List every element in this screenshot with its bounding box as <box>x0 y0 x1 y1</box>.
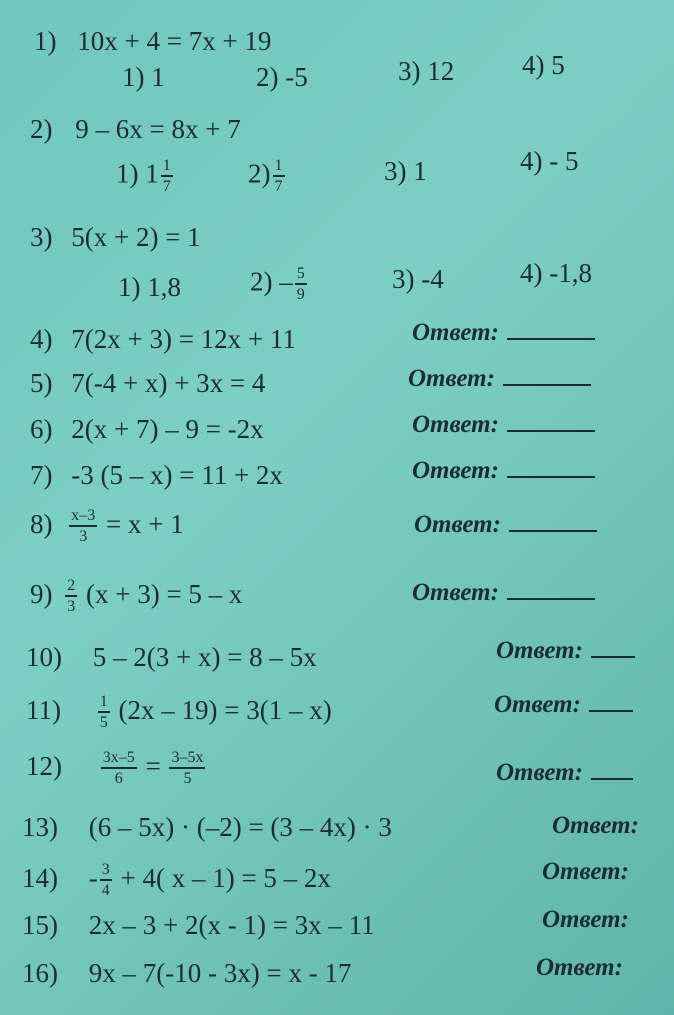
option-prefix: 2) – <box>250 266 293 297</box>
problem-10 <box>26 642 317 673</box>
equation: 7(-4 + x) + 3x = 4 <box>71 368 266 398</box>
numerator: 2 <box>65 578 77 597</box>
option-1: 1) 1 <box>122 62 165 92</box>
denominator: 9 <box>296 286 305 303</box>
equation: 9x – 7(-10 - 3x) = x - 17 <box>88 958 352 988</box>
problem-8 <box>30 508 184 545</box>
answer-blank[interactable] <box>509 510 597 532</box>
denominator: 5 <box>99 714 108 731</box>
problem-3 <box>30 222 201 253</box>
fraction <box>295 266 307 303</box>
answer-label: Ответ: <box>496 759 583 786</box>
option-4: 4) -1,8 <box>520 258 592 288</box>
equals-sign: = <box>145 750 161 781</box>
equation: 5(x + 2) = 1 <box>71 222 201 252</box>
answer-label: Ответ: <box>412 579 499 606</box>
equation: 2x – 3 + 2(x - 1) = 3x – 11 <box>88 910 375 940</box>
problem-5 <box>30 368 265 399</box>
numerator: 5 <box>295 266 307 285</box>
problem-2 <box>30 114 241 145</box>
problem-4 <box>30 324 296 355</box>
answer-5 <box>408 364 591 393</box>
answer-15 <box>542 906 629 934</box>
fraction <box>169 750 205 787</box>
problem-number: 13) <box>22 812 58 842</box>
answer-7 <box>412 456 595 485</box>
option-2: 2) -5 <box>256 62 308 92</box>
denominator: 3 <box>79 528 88 545</box>
answer-14 <box>542 858 629 886</box>
denominator: 4 <box>101 882 110 899</box>
equation: 7(2x + 3) = 12x + 11 <box>71 324 296 354</box>
answer-6 <box>412 410 595 439</box>
problem-number: 3) <box>30 222 53 252</box>
answer-16 <box>536 954 623 982</box>
fraction <box>161 158 173 195</box>
problem-13 <box>22 812 392 843</box>
option-prefix: 1) 1 <box>116 158 159 189</box>
problem-number: 14) <box>22 862 58 893</box>
problem-1 <box>34 26 271 57</box>
equation: 9 – 6x = 8x + 7 <box>75 114 241 144</box>
option-4: 4) - 5 <box>520 146 579 176</box>
problem-15 <box>22 910 375 941</box>
answer-label: Ответ: <box>552 812 639 839</box>
problem-number: 4) <box>30 324 53 354</box>
problem-number: 2) <box>30 114 53 144</box>
answer-label: Ответ: <box>412 319 499 346</box>
answer-blank[interactable] <box>591 636 635 658</box>
answer-label: Ответ: <box>414 511 501 538</box>
problem-number: 5) <box>30 368 53 398</box>
problem-7 <box>30 460 283 491</box>
option-3: 3) 12 <box>398 56 455 86</box>
problem-12 <box>26 750 207 787</box>
problem-number: 8) <box>30 508 53 539</box>
answer-blank[interactable] <box>507 410 595 432</box>
numerator: 3x–5 <box>101 750 137 769</box>
problem-6 <box>30 414 264 445</box>
equation: 2(x + 7) – 9 = -2x <box>71 414 264 444</box>
answer-12 <box>496 758 633 787</box>
option-1 <box>116 158 175 195</box>
denominator: 6 <box>114 770 123 787</box>
answer-blank[interactable] <box>507 578 595 600</box>
denominator: 7 <box>274 178 283 195</box>
answer-4 <box>412 318 595 347</box>
problem-number: 7) <box>30 460 53 490</box>
problem-number: 16) <box>22 958 58 988</box>
option-2 <box>250 266 309 303</box>
answer-9 <box>412 578 595 607</box>
answer-blank[interactable] <box>503 364 591 386</box>
answer-label: Ответ: <box>408 365 495 392</box>
problem-11 <box>26 694 332 731</box>
equation: (x + 3) = 5 – x <box>86 578 243 609</box>
problem-16 <box>22 958 351 989</box>
fraction <box>100 862 112 899</box>
fraction <box>101 750 137 787</box>
numerator: 3 <box>100 862 112 881</box>
problem-number: 6) <box>30 414 53 444</box>
numerator: x–3 <box>69 508 97 527</box>
fraction <box>65 578 77 615</box>
option-1: 1) 1,8 <box>118 272 181 302</box>
answer-10 <box>496 636 635 665</box>
fraction <box>69 508 97 545</box>
problem-number: 9) <box>30 578 53 609</box>
problem-number: 12) <box>26 750 62 781</box>
denominator: 7 <box>162 178 171 195</box>
problem-number: 10) <box>26 642 62 672</box>
problem-9 <box>30 578 242 615</box>
answer-label: Ответ: <box>542 858 629 885</box>
answer-label: Ответ: <box>542 906 629 933</box>
equation-prefix: - <box>88 862 98 893</box>
equation: 5 – 2(3 + x) = 8 – 5x <box>92 642 317 672</box>
answer-blank[interactable] <box>507 456 595 478</box>
answer-label: Ответ: <box>536 954 623 981</box>
denominator: 3 <box>67 598 76 615</box>
equation: -3 (5 – x) = 11 + 2x <box>71 460 283 490</box>
option-2 <box>248 158 287 195</box>
answer-label: Ответ: <box>412 457 499 484</box>
answer-blank[interactable] <box>589 690 633 712</box>
answer-blank[interactable] <box>591 758 633 780</box>
problem-number: 11) <box>26 694 61 725</box>
numerator: 1 <box>161 158 173 177</box>
numerator: 1 <box>98 694 110 713</box>
problem-number: 1) <box>34 26 57 56</box>
option-prefix: 2) <box>248 158 271 189</box>
equation: (6 – 5x) · (–2) = (3 – 4x) · 3 <box>88 812 392 842</box>
equation: 10x + 4 = 7x + 19 <box>77 26 272 56</box>
answer-label: Ответ: <box>412 411 499 438</box>
option-3: 3) 1 <box>384 156 427 186</box>
problem-number: 15) <box>22 910 58 940</box>
answer-13 <box>552 812 639 840</box>
denominator: 5 <box>183 770 192 787</box>
answer-label: Ответ: <box>496 637 583 664</box>
fraction <box>98 694 110 731</box>
option-3: 3) -4 <box>392 264 444 294</box>
answer-8 <box>414 510 597 539</box>
numerator: 3–5x <box>169 750 205 769</box>
answer-11 <box>494 690 633 719</box>
problem-14 <box>22 862 331 899</box>
equation: = x + 1 <box>106 508 184 539</box>
equation: + 4( x – 1) = 5 – 2x <box>120 862 331 893</box>
answer-label: Ответ: <box>494 691 581 718</box>
fraction <box>273 158 285 195</box>
equation: (2x – 19) = 3(1 – x) <box>118 694 332 725</box>
option-4: 4) 5 <box>522 50 565 80</box>
numerator: 1 <box>273 158 285 177</box>
answer-blank[interactable] <box>507 318 595 340</box>
